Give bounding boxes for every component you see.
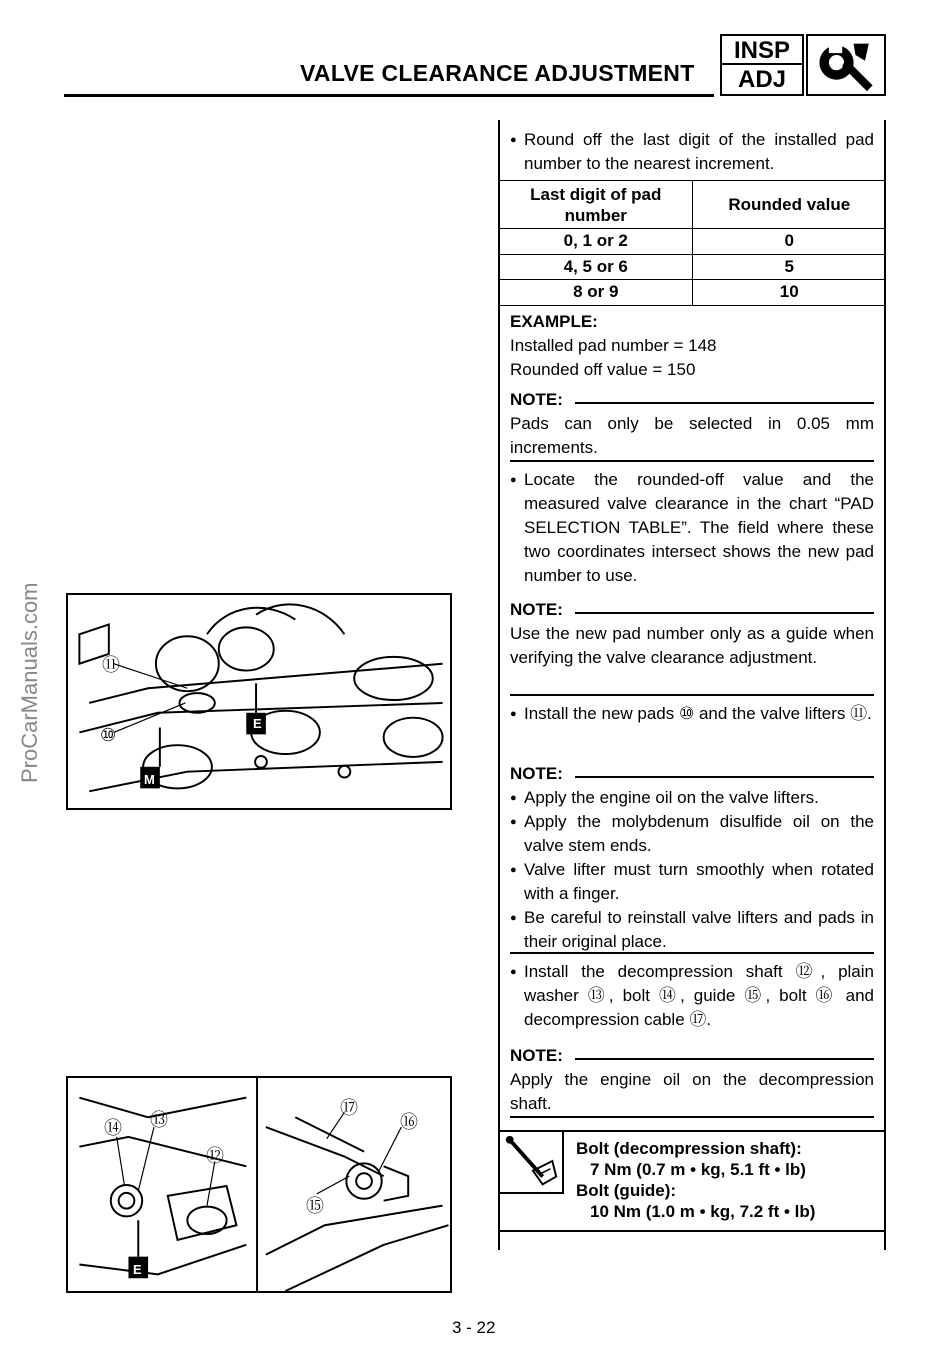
torque-spec-box [500, 1130, 886, 1232]
note-guide [510, 598, 874, 670]
callout-10: ⑩ [100, 725, 117, 745]
oil-symbol-moly-oil: M [144, 772, 155, 787]
note-text: Use the new pad number only as a guide when verifying the valve clearance adjustment. [510, 624, 874, 667]
note-item: ● Apply the molybdenum disulfide oil on the valve stem ends. [510, 810, 874, 858]
bullet-round-off: ● Round off the last digit of the installed pad number to the nearest increment. [510, 128, 874, 176]
decompression-illustration [68, 1078, 450, 1291]
callout-11: ⑪ [102, 655, 120, 675]
bullet-decompression: ● Install the decompression shaft ⑫, plain washer ⑬, bolt ⑭, guide ⑮, bolt ⑯ and decompression cable ⑰. [510, 960, 874, 1032]
divider [510, 694, 874, 696]
table-header: Last digit of pad number [500, 181, 692, 229]
callout-13: ⑬ [150, 1110, 168, 1130]
engine-head-illustration [68, 595, 450, 808]
table-header: Rounded value [692, 181, 886, 229]
callout-16: ⑯ [400, 1112, 418, 1132]
page-number: 3 - 22 [452, 1318, 496, 1337]
note-text: Apply the engine oil on the decompression shaft. [510, 1070, 874, 1113]
oil-symbol-engine-oil: E [133, 1262, 142, 1277]
callout-17: ⑰ [340, 1098, 358, 1118]
torque-specs [576, 1138, 815, 1222]
header-rule [64, 94, 714, 97]
rounding-table [500, 180, 886, 306]
bullet-locate-block [510, 468, 874, 588]
table-cell: 5 [692, 254, 886, 280]
divider [510, 952, 874, 954]
table-cell: 10 [692, 280, 886, 306]
table-cell: 4, 5 or 6 [500, 254, 692, 280]
bullet-install-pads: ● Install the new pads ⑩ and the valve lifters ⑪. [510, 702, 874, 726]
callout-14: ⑭ [104, 1118, 122, 1138]
note-label: NOTE: [510, 764, 563, 783]
note-item: ● Be careful to reinstall valve lifters and pads in their original place. [510, 906, 874, 954]
table-header-row [500, 181, 886, 229]
note-label: NOTE: [510, 390, 563, 409]
example-line-2: Rounded off value = 150 [510, 360, 696, 379]
note-pad-increments [510, 388, 874, 460]
torque-label-guide: Bolt (guide): [576, 1181, 677, 1200]
torque-value-shaft: 7 Nm (0.7 m • kg, 5.1 ft • lb) [590, 1160, 806, 1179]
note-lifters [510, 762, 874, 954]
figure-valve-lifter-install [66, 593, 452, 810]
divider [510, 460, 874, 462]
table-cell: 0, 1 or 2 [500, 229, 692, 255]
callout-15: ⑮ [306, 1196, 324, 1216]
torque-value-guide: 10 Nm (1.0 m • kg, 7.2 ft • lb) [590, 1202, 816, 1221]
note-item: ● Apply the engine oil on the valve lifters. [510, 786, 874, 810]
note-label: NOTE: [510, 1046, 563, 1065]
callout-12: ⑫ [206, 1146, 224, 1166]
note-item: ● Valve lifter must turn smoothly when rotated with a finger. [510, 858, 874, 906]
badge-insp: INSP [722, 36, 802, 65]
note-label: NOTE: [510, 600, 563, 619]
wrench-icon [806, 34, 886, 96]
note-decomp-oil [510, 1044, 874, 1116]
badge-adj: ADJ [737, 66, 786, 93]
watermark: ProCarManuals.com [17, 582, 42, 783]
bullet-decomp-block [510, 960, 874, 1032]
bullet-locate: ● Locate the rounded-off value and the measured valve clearance in the chart “PAD SELECTION TABLE”. The field where these two coordinates intersect shows the new pad number to use. [510, 468, 874, 588]
page-title: VALVE CLEARANCE ADJUSTMENT [300, 60, 695, 86]
table-cell: 0 [692, 229, 886, 255]
bullet-install-block [510, 702, 874, 726]
table-row [500, 254, 886, 280]
note-text: Pads can only be selected in 0.05 mm increments. [510, 414, 874, 457]
table-row [500, 280, 886, 306]
table-row [500, 229, 886, 255]
example-block [510, 310, 874, 382]
torque-wrench-icon [500, 1132, 564, 1194]
figure-decompression-shaft [66, 1076, 452, 1293]
section-badge [720, 34, 804, 96]
instruction-column [498, 120, 886, 1250]
example-line-1: Installed pad number = 148 [510, 336, 717, 355]
torque-label-shaft: Bolt (decompression shaft): [576, 1139, 802, 1158]
oil-symbol-engine-oil: E [253, 716, 262, 731]
table-cell: 8 or 9 [500, 280, 692, 306]
example-label: EXAMPLE: [510, 312, 598, 331]
divider [510, 1116, 874, 1118]
